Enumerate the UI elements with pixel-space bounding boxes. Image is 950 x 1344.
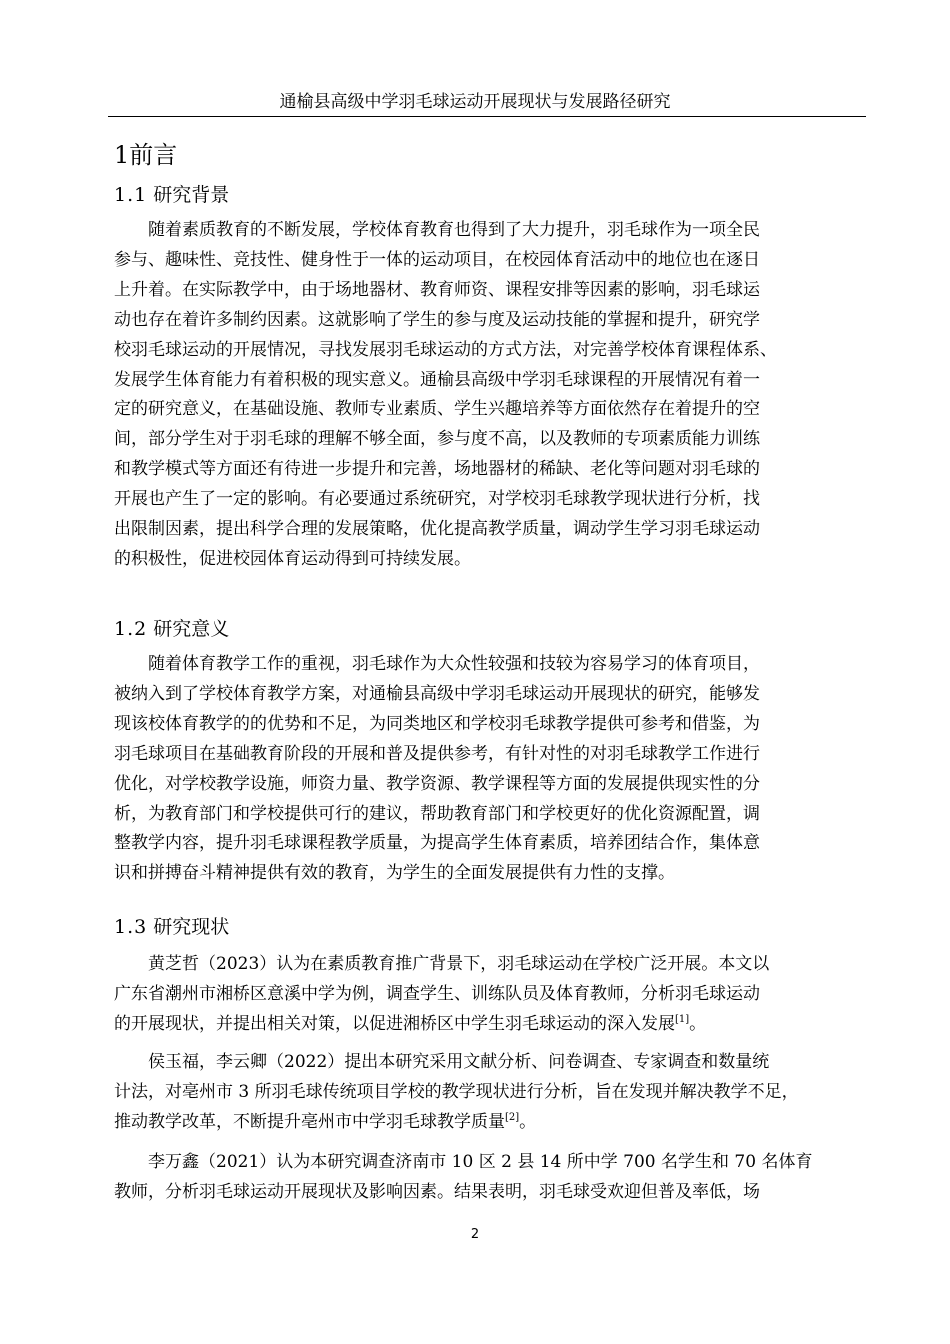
running-header: 通榆县高级中学羽毛球运动开展现状与发展路径研究	[279, 92, 671, 112]
chapter-number: 1	[114, 141, 130, 169]
text-line: 现该校体育教学的的优势和不足，为同类地区和学校羽毛球教学提供可参考和借鉴，为	[114, 713, 760, 734]
header-rule	[108, 116, 866, 117]
text-line: 整教学内容，提升羽毛球课程教学质量，为提高学生体育素质，培养团结合作，集体意	[114, 833, 760, 854]
text-line: 定的研究意义，在基础设施、教师专业素质、学生兴趣培养等方面依然存在着提升的空	[114, 399, 760, 420]
text-line: 上升着。在实际教学中，由于场地器材、教育师资、课程安排等因素的影响，羽毛球运	[114, 279, 760, 300]
text-line: 校羽毛球运动的开展情况，寻找发展羽毛球运动的方式方法，对完善学校体育课程体系、	[114, 339, 777, 360]
text-line: 参与、趣味性、竞技性、健身性于一体的运动项目，在校园体育活动中的地位也在逐日	[114, 249, 760, 270]
text-line: 和教学模式等方面还有待进一步提升和完善，场地器材的稀缺、老化等问题对羽毛球的	[114, 459, 760, 480]
section-number: 1.3	[114, 916, 148, 938]
section-title: 研究背景	[153, 184, 230, 206]
text-line: 计法，对亳州市 3 所羽毛球传统项目学校的教学现状进行分析，旨在发现并解决教学不足，	[114, 1081, 799, 1102]
text-line: 的积极性，促进校园体育运动得到可持续发展。	[114, 548, 471, 569]
section-heading-1-1	[114, 182, 229, 208]
citation-ref: [1]	[675, 1013, 690, 1025]
text-line: 黄芝哲（2023）认为在素质教育推广背景下，羽毛球运动在学校广泛开展。本文以	[148, 954, 770, 974]
text-line: 随着素质教育的不断发展，学校体育教育也得到了大力提升，羽毛球作为一项全民	[148, 220, 760, 240]
paragraph-review-li	[114, 1148, 862, 1208]
paragraph-research-background	[114, 216, 862, 575]
page-number: 2	[470, 1227, 480, 1242]
section-heading-1-3	[114, 914, 229, 940]
section-heading-1-2	[114, 616, 229, 642]
text-line: 被纳入到了学校体育教学方案，对通榆县高级中学羽毛球运动开展现状的研究，能够发	[114, 683, 760, 704]
text-line: 析，为教育部门和学校提供可行的建议，帮助教育部门和学校更好的优化资源配置，调	[114, 803, 760, 824]
paragraph-review-hou	[114, 1048, 862, 1138]
text-line	[114, 1108, 862, 1138]
citation-ref: [2]	[505, 1111, 520, 1123]
text-line: 动也存在着许多制约因素。这就影响了学生的参与度及运动技能的掌握和提升，研究学	[114, 309, 760, 330]
text-fragment: 的开展现状，并提出相关对策，以促进湘桥区中学生羽毛球运动的深入发展	[114, 1013, 675, 1034]
text-line: 随着体育教学工作的重视，羽毛球作为大众性较强和技较为容易学习的体育项目，	[148, 654, 760, 674]
section-number: 1.2	[114, 618, 148, 640]
text-line: 发展学生体育能力有着积极的现实意义。通榆县高级中学羽毛球课程的开展情况有着一	[114, 369, 760, 390]
text-line: 广东省潮州市湘桥区意溪中学为例，调查学生、训练队员及体育教师，分析羽毛球运动	[114, 983, 760, 1004]
text-line: 羽毛球项目在基础教育阶段的开展和普及提供参考，有针对性的对羽毛球教学工作进行	[114, 743, 760, 764]
text-fragment: 。	[689, 1013, 707, 1034]
text-line: 识和拼搏奋斗精神提供有效的教育，为学生的全面发展提供有力性的支撑。	[114, 863, 675, 884]
paragraph-review-huang	[114, 950, 862, 1040]
text-line	[114, 1010, 862, 1040]
text-line: 李万鑫（2021）认为本研究调查济南市 10 区 2 县 14 所中学 700 名学生和 70 名体育	[148, 1152, 813, 1172]
section-number: 1.1	[114, 184, 148, 206]
section-title: 研究意义	[153, 618, 230, 640]
text-line: 教师，分析羽毛球运动开展现状及影响因素。结果表明，羽毛球受欢迎但普及率低，场	[114, 1181, 760, 1202]
text-line: 间，部分学生对于羽毛球的理解不够全面，参与度不高，以及教师的专项素质能力训练	[114, 429, 760, 450]
chapter-heading	[114, 140, 177, 170]
section-title: 研究现状	[153, 916, 230, 938]
text-fragment: 。	[519, 1111, 537, 1132]
text-line: 出限制因素，提出科学合理的发展策略，优化提高教学质量，调动学生学习羽毛球运动	[114, 519, 760, 540]
text-fragment: 推动教学改革，不断提升亳州市中学羽毛球教学质量	[114, 1111, 505, 1132]
text-line: 优化，对学校教学设施，师资力量、教学资源、教学课程等方面的发展提供现实性的分	[114, 773, 760, 794]
text-line: 侯玉福，李云卿（2022）提出本研究采用文献分析、问卷调查、专家调查和数量统	[148, 1052, 770, 1072]
text-line: 开展也产生了一定的影响。有必要通过系统研究，对学校羽毛球教学现状进行分析，找	[114, 489, 760, 510]
chapter-title: 前言	[129, 141, 178, 169]
paragraph-research-significance	[114, 650, 862, 889]
